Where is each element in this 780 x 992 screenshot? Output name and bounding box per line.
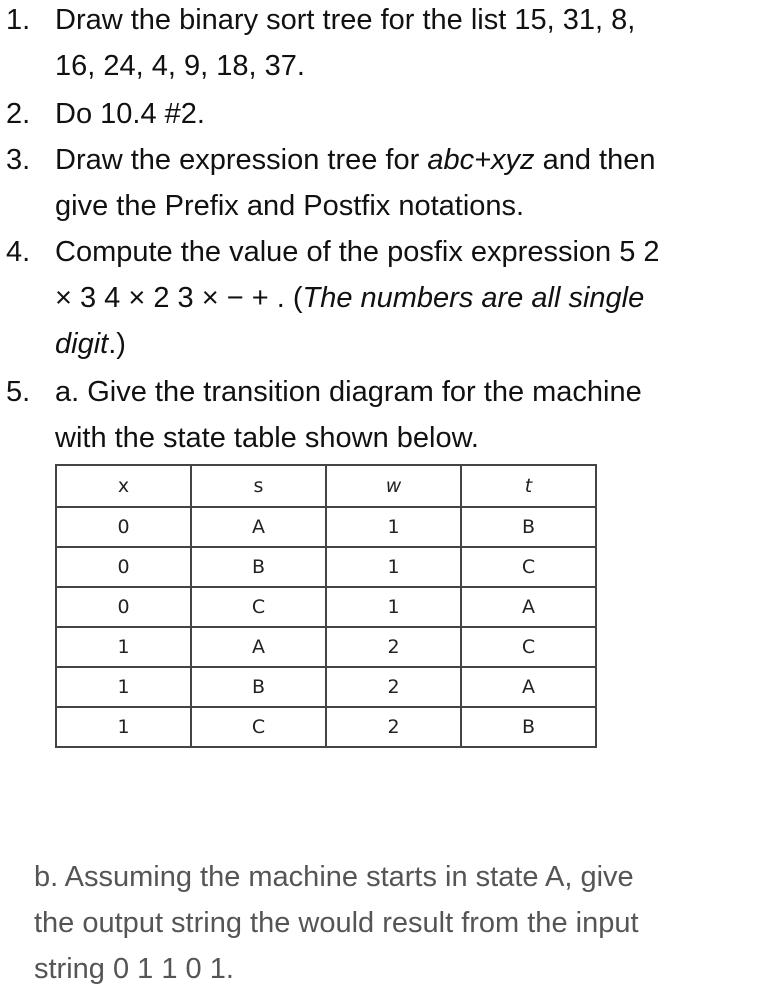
table-row <box>56 707 596 747</box>
table-cell: C <box>191 707 326 747</box>
table-row <box>56 547 596 587</box>
table-row <box>56 667 596 707</box>
problem-line: give the Prefix and Postfix notations. <box>55 190 525 222</box>
problem-line: a. Give the transition diagram for the machine <box>55 376 642 408</box>
table-cell: C <box>461 547 596 587</box>
part-b-line: the output string the would result from the input <box>34 907 639 939</box>
problem-number: 2. <box>6 98 31 130</box>
table-cell: C <box>461 627 596 667</box>
column-header-x: x <box>56 465 191 507</box>
problem-line <box>55 275 770 321</box>
table-cell: B <box>461 507 596 547</box>
problem-line: 16, 24, 4, 9, 18, 37. <box>55 50 305 82</box>
table-cell: 1 <box>326 507 461 547</box>
part-b-line: b. Assuming the machine starts in state A, give <box>34 861 634 893</box>
problem-line: Draw the binary sort tree for the list 15, 31, 8, <box>55 4 636 36</box>
problem-text <box>55 137 770 229</box>
text-run: and then <box>534 144 656 176</box>
column-header-w: w <box>326 465 461 507</box>
table-row <box>56 507 596 547</box>
table-cell: A <box>191 507 326 547</box>
table-cell: 0 <box>56 587 191 627</box>
table-cell: 1 <box>56 707 191 747</box>
table-row <box>56 587 596 627</box>
italic-note: The numbers are all single <box>302 282 645 314</box>
table-row <box>56 627 596 667</box>
problem-line: Do 10.4 #2. <box>55 98 205 130</box>
table-cell: 2 <box>326 707 461 747</box>
table-cell: 1 <box>326 587 461 627</box>
table-cell: A <box>461 587 596 627</box>
text-run: Draw the expression tree for <box>55 144 428 176</box>
expression-text: abc+xyz <box>427 144 535 176</box>
table-cell: 2 <box>326 667 461 707</box>
table-cell: 0 <box>56 507 191 547</box>
problem-text <box>55 91 770 137</box>
problem-number: 4. <box>6 236 31 268</box>
table-cell: A <box>191 627 326 667</box>
problem-number: 3. <box>6 144 31 176</box>
table-cell: C <box>191 587 326 627</box>
table-cell: 2 <box>326 627 461 667</box>
column-header-s: s <box>191 465 326 507</box>
problem-line <box>55 321 770 367</box>
problem-text <box>55 369 770 461</box>
table-cell: 1 <box>326 547 461 587</box>
problem-text <box>55 0 770 89</box>
problem-number: 1. <box>6 4 31 36</box>
problem-line <box>55 137 770 183</box>
table-cell: 1 <box>56 627 191 667</box>
table-cell: B <box>461 707 596 747</box>
table-cell: B <box>191 667 326 707</box>
table-cell: A <box>461 667 596 707</box>
italic-note: digit <box>55 328 109 360</box>
problem-line: with the state table shown below. <box>55 422 479 454</box>
problem-number: 5. <box>6 376 31 408</box>
table-header-row <box>56 465 596 507</box>
problem-line: Compute the value of the posfix expression 5 2 <box>55 236 660 268</box>
problem-text <box>55 229 770 367</box>
part-b-question <box>34 854 774 992</box>
column-header-t: t <box>461 465 596 507</box>
part-b-line: string 0 1 1 0 1. <box>34 953 234 985</box>
table-cell: B <box>191 547 326 587</box>
text-run: .) <box>108 328 126 360</box>
table-cell: 0 <box>56 547 191 587</box>
text-run: × 3 4 × 2 3 × − + . ( <box>55 282 303 314</box>
table-cell: 1 <box>56 667 191 707</box>
state-table <box>55 464 597 748</box>
